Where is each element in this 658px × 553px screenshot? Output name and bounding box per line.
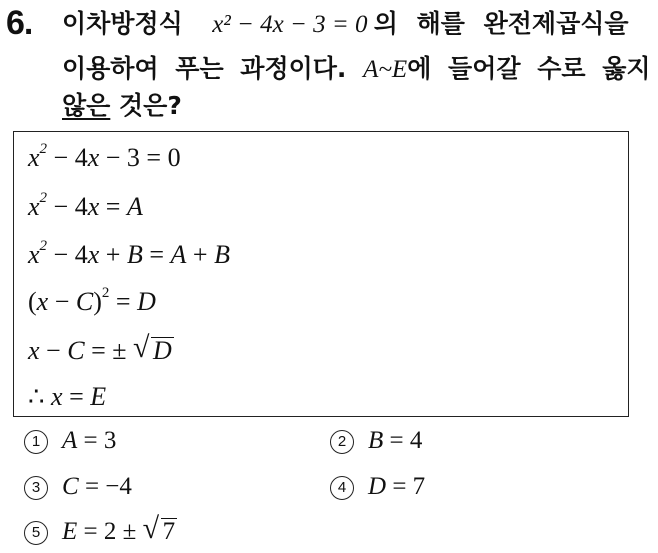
question-stem-line-2: [62, 56, 654, 82]
stem-equation: [212, 11, 374, 38]
stem-text: 것은?: [110, 91, 182, 120]
stem-text: 이차방정식: [62, 9, 183, 38]
question-number: 6.: [6, 4, 33, 42]
step-1: $x^2 - 4x - 3 = 0$: [28, 141, 181, 172]
step-6: ∴ x = E: [28, 382, 107, 411]
sqrt-symbol: √ D: [133, 331, 172, 365]
step-2: $x^2 - 4x = A$: [28, 190, 143, 221]
choice-5[interactable]: 5 E = 2 ± √ 7: [24, 518, 177, 545]
choice-number-2: 2: [330, 430, 354, 454]
stem-text: 에 들어갈 수로 옳지: [407, 54, 651, 83]
stem-text: 의 해를 완전제곱식을: [373, 9, 629, 38]
question-stem-line-1: [62, 11, 654, 37]
solution-process-box: [13, 131, 629, 417]
choice-number-3: 3: [24, 476, 48, 500]
step-4: $(x - C)^2 = D$: [28, 285, 156, 316]
choice-number-5: 5: [24, 521, 48, 545]
choice-4[interactable]: 4 D = 7: [330, 474, 425, 500]
choice-2[interactable]: 2 B = 4: [330, 428, 422, 454]
choice-3[interactable]: 3 C = −4: [24, 474, 132, 500]
stem-math-range: A~E: [363, 56, 408, 83]
sqrt-symbol: √ 7: [142, 512, 176, 545]
choice-number-1: 1: [24, 430, 48, 454]
stem-equation-text: x² − 4x − 3 = 0: [212, 11, 368, 38]
stem-emphasis: 않은: [62, 91, 111, 120]
question-stem-line-3: [62, 93, 654, 118]
choice-1[interactable]: 1 A = 3: [24, 428, 116, 454]
choice-number-4: 4: [330, 476, 354, 500]
stem-text: 이용하여 푸는 과정이다.: [62, 54, 347, 83]
step-3: $x^2 - 4x + B = A + B$: [28, 238, 230, 269]
step-5: x − C = ± √ D: [28, 331, 172, 365]
